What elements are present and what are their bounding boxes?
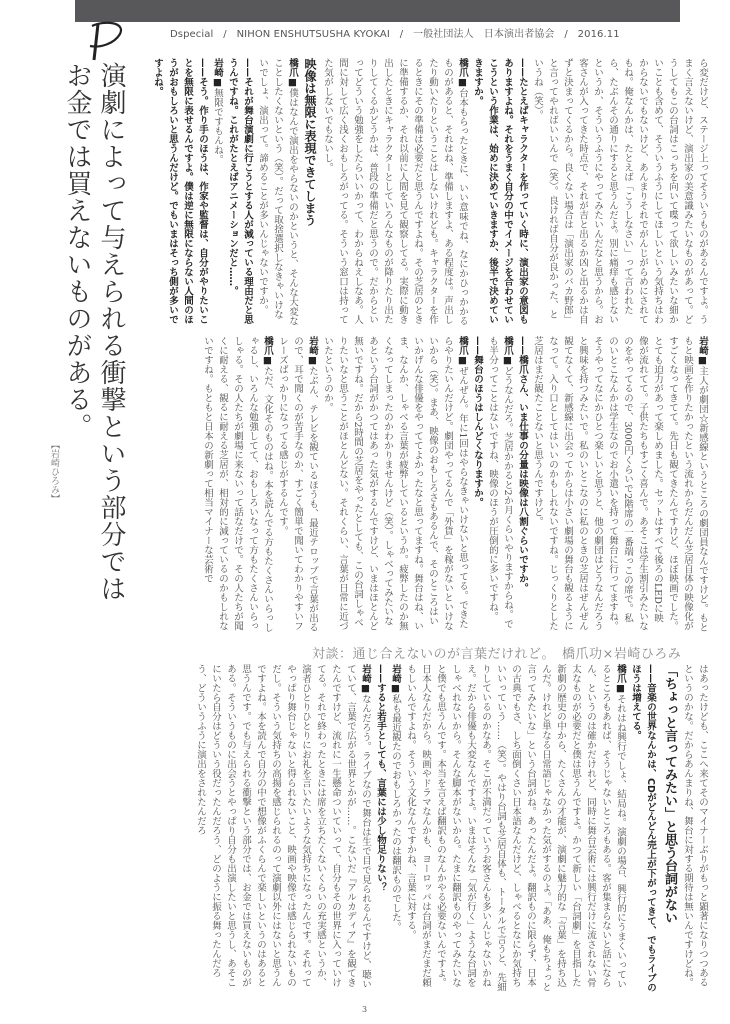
paragraph <box>485 336 515 632</box>
headline-line-2: お金では買えないものがある。 <box>62 62 92 440</box>
article-top <box>132 58 710 326</box>
answer-text: 台本もらったときに、いい意味でね、なにかひっかかるものがあると、それはね、準備しますよ、ある程度は。声出したり動いたりということはしないけれども。キャラクターを作るときにその準備は必要だと思うんですよね。その芝居のときに準備するか、それ以前に人間を見て観察してる。実際に動き出したときにキャラクターとしていろんなものが降りたり出たりしてくるかどうかは、普段の準備だと思うので。だからといってどういう勉強をしたらいいかって、わからねえしなあ。人間に対して広く浅くおもしろがってる。そういう窓口は持ってた気がしないでもないし。 <box>322 58 468 326</box>
speaker-label: 橋爪■ <box>457 58 468 88</box>
answer-text: たぶん、テレビを観ているほうも、最近テロップで言葉が出るので、耳で聞くのが苦手なのか、すごく簡単で聞いてわかりやすいフレーズばっかりになってる感じがするんです。 <box>277 336 318 632</box>
speaker-label: 橋爪■ <box>457 336 468 366</box>
answer-text: どうなんだろ。芝居かかると2か月くらいやりますからね。でも半分ってことはないですね、映像のほうが圧倒的に多いですね。 <box>487 336 513 629</box>
article-middle <box>132 336 710 632</box>
speaker-label: 岩崎■ <box>390 664 401 694</box>
publication-name: Dspecial <box>170 29 214 40</box>
section-subhead: 映像は無限に表現できてしまう <box>303 58 317 226</box>
organization-jp: 一般社団法人 日本演出者協会 <box>413 29 555 40</box>
paragraph <box>320 336 470 632</box>
page-number: 3 <box>362 1005 368 1014</box>
speaker-label: 岩崎■ <box>360 664 371 694</box>
paragraph <box>210 58 225 326</box>
speaker-label: 岩崎■ <box>307 336 318 366</box>
answer-text: 僕はなんで演出をやらないのかというと、そんな大変なことしたくないという（笑）。だって取捨選択しなきゃいけないでしょ、演出って。諦めることが多いんじゃないですか。 <box>257 58 298 326</box>
speaker-label: 岩崎■ <box>212 58 223 88</box>
interviewer-question: ——音楽の世界なんかは、CDがどんどん売上が下がってきて、でもライブのほうは増えてる。 <box>630 664 656 993</box>
paragraph <box>320 58 470 326</box>
d-logo-icon <box>84 16 130 62</box>
paragraph: はあったけども、ここへ来てそのマイナーぶりがもっと顕著になりつつあるというのかな。だからあんまりね、舞台に対する期待は無いんですけどね。 <box>682 664 708 987</box>
interviewer-question: ——そう。作り手のほうは、作家や監督は、自分がやりたいことを無限に表せるんですよ。僕は逆に無限にならない人間のほうがおもしろいと思うんだけど。でもいまはそっち側が多いですよね。 <box>152 58 208 324</box>
paragraph <box>403 664 628 994</box>
paragraph: ら変だけど、ステージ上ってそういうものがあるんですよ。うまく言えないけど、演出家の美意識みたいなものがあって。どうしてもこの台詞はこっちを向いて喋って欲しいみたいな細かいことも含めて、そういうふうにしてほしいという気持ちはわからないでもないけど、あんまりそれでがんじがらめにされてもね。俺なんかは、たとえば「こうしなさい」って言われたら、たぶんその通りにすると思うんだよ。別に痛痒も感じないというか、そういうふうにやってみたいんだなと思うから。お客さんが入ってきた時点で、それが吉と出るか凶と出るかは自ずと決まってくるから。良くない場合は「演出家のバカ野郎」と言ってやればいいんで（笑）。良ければ自分が良かった、というね（笑）。 <box>532 58 708 324</box>
paragraph <box>530 336 710 632</box>
headline-line-1: 演劇によって与えられる衝撃という部分では <box>96 62 126 602</box>
answer-text: ただ、文化そのものはね。本を読んでる方もたくさんいらっしゃるし、いろんな勉強してて、おもしろいなって方もたくさんいらっしゃる。その人たちが劇場に来ないって話なだけで。その人たちが聞くに耐える、観るに耐える芝居が、相対的に減っているのかもしれないですね。もともと日本の新劇って相当マイナーな芸術で <box>202 336 273 632</box>
answer-text: 無限ですもんね。 <box>212 88 223 164</box>
issue-date: 2016.11 <box>577 29 620 40</box>
answer-text: なんだろう。ライブなので舞台は生で目で見られるんですけど、聴いていて、言葉で広がる世界とかが……。こないだ『アルカディア』を観てきたんですけど、流れに一生懸命ついていって、自分もその世界に入っていけてる。それで終わったときには席を立ちたくないくらいの充実感というか、演者ひとりひとりにお礼を言いたいような気持ちになったんです。それってやっぱり舞台じゃないと得られないこと、映画や映像では感じられないものだし。そういう気持ちの高揚を感じられるのって演劇以外にはないと思うんですよね。本を読んで自分の中で想像がふくらんで楽しいというのはあると思うんです。でも与えられる衝撃という部分では、お金では買えないものがある。そういうものに出会うとやっぱり自分も出演したいと思うし、あそこにいたら自分はどういう役だったんだろう、どのように振る舞ったんだろう、どういうふうに演出をされたんだろ <box>195 664 371 989</box>
header-line <box>170 25 620 40</box>
interviewer-question: ——橋爪さん、いま仕事の分量は映像は八割ぐらいですか。 <box>517 336 528 593</box>
interviewer-question: ——すると若手としても、言葉には少し物足りない？ <box>375 664 386 892</box>
paragraph <box>275 336 320 632</box>
header-bar <box>75 0 680 22</box>
speaker-label: 岩崎■ <box>697 336 708 366</box>
separator: / <box>564 29 568 40</box>
paragraph <box>193 664 373 994</box>
interviewer-question: ——たとえばキャラクターを作っていく時に、演出家の意図もありますよね。それをうまく自分の中でイメージを合わせていこうという作業は、始めに決めていきますか、後半で決めていきますか。 <box>472 58 528 324</box>
article-bottom <box>40 664 710 994</box>
paragraph <box>388 664 403 994</box>
interviewer-question: ——それが舞台演劇に行こうとする人が減っている理由だと思うんですね。これがたとえばアニメーションだと……。 <box>227 58 253 324</box>
organization-en: NIHON ENSHUTSUSHA KYOKAI <box>236 29 390 40</box>
answer-text: ぜんぜん。年に1回はやらなきゃいけないと思ってる。できたらやりたいんだけど。劇団やってるんで「外貨」を稼がないといけないから（笑）。まあ、映像のおもしろさもあるんで、そのところはいいかげんな俳優をやっててよかったなと思ってますね。舞台はね、いま、なんか、しゃべる言葉が疲弊しているというか。疲弊したのか無くなってしまったのかわかりませんけど（笑）。しゃべってみたいなあという台詞がかつてはあった気がするんですけど、いまはほとんど無いですね。だから2時間の芝居をやったとしても、この台詞しゃべりたいなと思うことがほとんどない。それくらい、言葉が日常に近づいたというのか。 <box>322 336 468 631</box>
speaker-label: 橋爪■ <box>287 58 298 88</box>
separator: / <box>223 29 227 40</box>
speaker-label: 橋爪■ <box>502 336 513 366</box>
answer-text: 私も最近観たのでおもしろかったのは翻訳ものでした。 <box>390 694 401 932</box>
speaker-label: 橋爪■ <box>615 664 626 694</box>
pull-quote: 「ちょっと言ってみたい」と思う台詞がない <box>662 664 677 924</box>
answer-text: 主人が劇団☆新感線というところの劇団員なんですけど。もともと映画を作りたかったという流れからだんだん芝居自体の映像化がすごくなってきてて。先日も観てきたんですけど、ほぼ映画でした。とても迫力があって楽しめました。セットはすべて後ろのLEDに映像が流れてて。子供たちもすごく喜んで。あそこは学生割引みたいなのをやってるので、3000円くらいで2階席の一番端っこの席で。私のいとこなんかは学生なのでお小遣いを持って舞台に行ってますね。そうやってなにかひとつ楽しいと思うと、他の劇団はどうなんだろうと興味を持つみたいで。私のいとこなのに私のときの芝居はぜんぜん観てなくて、新感線に出会ってからは小さい劇場の舞台も観るようになって。入り口としてはいいのかもしれないですね。じっくりとした芝居はまだ観たことないと思うんですけど。 <box>532 336 708 632</box>
headline-credit: 【岩崎ひろみ】 <box>49 440 59 503</box>
speaker-label: 橋爪■ <box>262 336 273 366</box>
answer-text: それはね興行でしょ、結局ね。演劇の場合、興行的にうまくいっているところもあれば、そうじゃないところもある。客が集まらないと話にならん、というのは確かだけれど、同時に舞台芸術には興行だけに流されない骨太なものが必要だと僕は思うんですよ。かつて新しい「台詞劇」を目指した新劇の歴史の中から、たくさんの才能が、演劇に魅力的な「言葉」を持ち込んだ。けれど単なる日常語じゃなかった気がするのよ。「ああ、俺もちょっと言ってみたいな」という台詞がね。あったんだよ。翻訳ものに限らず、日本の古典でもさ、しち面倒くさい日本語なんだけど、しゃべるとなにか気持ちいいっていう……（笑）。やはり台詞も芝居自体も、トータルで言うと、先細りしているのかなあ。そこが不満だっていうお客さんも多いんじゃないかねえ。だから俳優も大変なんですよ。いまはそんな「気が行く」ような台詞をしゃべれないから。そんな脚本がないから。たまに翻訳ものやってみたいなと僕でも思うんです。本当を言えば翻訳ものなんかやる必要ないんですよ。日本人なんだから。映画やドラマなんかも、ヨーロッパは台詞がまだまだ頼もしいんですよね。そういう文化なんですかね、言葉に対する。 <box>405 664 626 992</box>
paragraph <box>255 58 300 326</box>
article-caption: 対談：通じ合えないのが言葉だけれど。 橋爪功×岩崎ひろみ <box>312 643 681 662</box>
interviewer-question: ——舞台のほうはしんどくなりますか。 <box>472 336 483 507</box>
paragraph <box>200 336 275 632</box>
separator: / <box>399 29 404 40</box>
headline <box>60 62 128 652</box>
